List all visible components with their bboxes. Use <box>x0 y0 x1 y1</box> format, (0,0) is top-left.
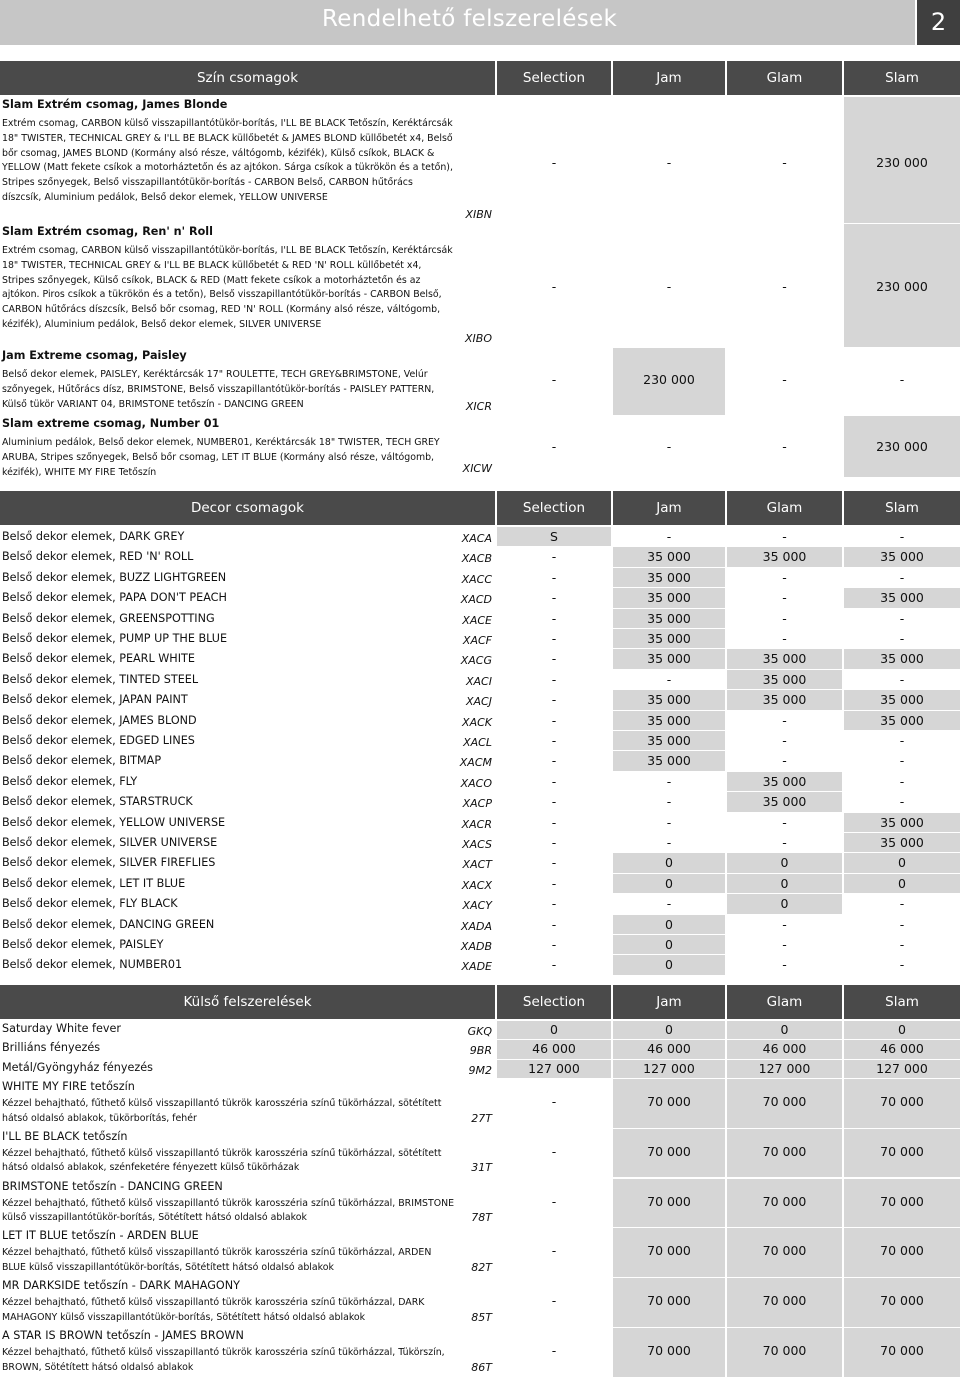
price-cell-glam: 0 <box>780 896 789 912</box>
price-cell-slam: 35 000 <box>880 590 924 606</box>
price-cell-glam: 127 000 <box>758 1060 811 1076</box>
price-cell-selection: - <box>551 753 557 769</box>
price-cell-slam: 70 000 <box>880 1193 924 1209</box>
price-cell-glam: - <box>782 569 787 585</box>
price-cell-jam: - <box>666 279 672 294</box>
page-title: Rendelhető felszerelések <box>322 6 618 32</box>
decor-name: Belső dekor elemek, PAISLEY <box>2 938 164 951</box>
price-cell-jam: 35 000 <box>647 651 691 667</box>
szin-csomagok-heading: Szín csomagok <box>196 70 299 86</box>
roof-color-title: BRIMSTONE tetőszín - DANCING GREEN <box>2 1179 223 1193</box>
price-cell-glam: - <box>782 155 787 170</box>
price-cell-glam: 46 000 <box>762 1041 807 1057</box>
decor-csomagok-header <box>0 491 960 525</box>
decor-name: Belső dekor elemek, NUMBER01 <box>2 958 183 972</box>
package-code: XIBO <box>465 332 492 345</box>
roof-color-code: 82T <box>471 1261 492 1275</box>
column-header-jam: Jam <box>656 500 682 516</box>
decor-row <box>0 731 960 751</box>
roof-color-title: LET IT BLUE tetőszín - ARDEN BLUE <box>2 1229 199 1243</box>
price-cell-slam: - <box>899 916 905 932</box>
decor-code: XACX <box>461 878 492 892</box>
decor-name: Belső dekor elemek, GREENSPOTTING <box>2 611 215 625</box>
price-cell-selection: 46 000 <box>532 1041 576 1057</box>
price-cell-glam: 35 000 <box>762 692 807 708</box>
package-row <box>0 348 960 416</box>
roof-color-code: 27T <box>471 1111 492 1125</box>
price-cell-slam: - <box>899 569 905 585</box>
price-cell-glam: 35 000 <box>762 794 807 810</box>
price-cell-slam: 70 000 <box>880 1143 924 1159</box>
price-cell-glam: - <box>782 279 787 294</box>
price-cell-glam: 0 <box>780 855 789 871</box>
price-cell-slam: - <box>899 671 905 687</box>
decor-row <box>0 690 960 710</box>
decor-row <box>0 813 960 833</box>
price-cell-selection: - <box>551 279 557 294</box>
price-cell-jam: 230 000 <box>643 372 695 387</box>
price-cell-glam: 0 <box>780 875 789 891</box>
price-cell-selection: - <box>551 957 557 973</box>
decor-row <box>0 894 960 914</box>
decor-name: Belső dekor elemek, JAPAN PAINT <box>2 693 188 707</box>
roof-color-title: A STAR IS BROWN tetőszín - JAMES BROWN <box>2 1328 244 1342</box>
decor-row <box>0 670 960 690</box>
price-cell-selection: - <box>551 155 557 170</box>
szin-csomagok-header <box>0 61 960 95</box>
price-cell-jam: 35 000 <box>647 631 691 646</box>
equipment-row <box>0 1040 960 1059</box>
decor-row <box>0 792 960 812</box>
decor-name: Belső dekor elemek, BITMAP <box>2 754 162 768</box>
decor-code: XACE <box>462 613 492 627</box>
price-cell-glam: 70 000 <box>762 1243 807 1259</box>
price-cell-selection: - <box>551 671 557 687</box>
decor-row <box>0 547 960 567</box>
decor-name: Belső dekor elemek, FLY BLACK <box>2 897 178 911</box>
price-cell-slam: - <box>899 733 905 748</box>
package-title: Jam Extreme csomag, Paisley <box>2 349 187 362</box>
price-cell-slam: 35 000 <box>880 549 924 565</box>
column-header-glam: Glam <box>766 70 803 86</box>
package-row <box>0 416 960 478</box>
price-cell-selection: - <box>551 1243 557 1259</box>
decor-row <box>0 874 960 894</box>
decor-name: Belső dekor elemek, FLY <box>2 774 138 788</box>
decor-name: Belső dekor elemek, PUMP UP THE BLUE <box>2 632 228 645</box>
equipment-row <box>0 1021 960 1040</box>
price-cell-jam: 0 <box>665 855 673 871</box>
decor-code: XADE <box>461 960 492 974</box>
price-cell-glam: 70 000 <box>762 1293 807 1309</box>
page-number: 2 <box>917 0 960 45</box>
package-description: Belső dekor elemek, PAISLEY, Keréktárcsák 17" ROULETTE, TECH GREY&BRIMSTONE, Velúr szőnyegek, Hűtőrács dísz, BRIMSTONE, Belső visszapillantótükör-borítás - PAISLEY PATTERN, Külső tükör VARIANT 04, BRIMSTONE tetőszín - DANCING GREEN <box>2 369 435 410</box>
price-cell-glam: - <box>782 712 787 728</box>
roof-color-row <box>0 1278 960 1328</box>
equipment-name: Saturday White fever <box>2 1022 121 1035</box>
price-cell-selection: - <box>551 773 557 789</box>
decor-name: Belső dekor elemek, YELLOW UNIVERSE <box>2 815 226 829</box>
price-cell-jam: - <box>666 439 672 454</box>
price-cell-glam: 35 000 <box>762 549 807 565</box>
price-cell-jam: 70 000 <box>647 1093 691 1109</box>
price-cell-jam: 0 <box>665 937 673 952</box>
decor-code: XADA <box>460 919 492 933</box>
price-cell-selection: 0 <box>550 1022 558 1037</box>
price-cell-glam: 0 <box>780 1022 789 1037</box>
price-cell-jam: 0 <box>665 875 673 891</box>
package-title: Slam Extrém csomag, James Blonde <box>2 98 228 111</box>
price-cell-selection: - <box>551 896 557 912</box>
column-header-slam: Slam <box>885 994 919 1010</box>
price-cell-jam: 0 <box>665 916 673 932</box>
price-cell-glam: - <box>782 733 787 748</box>
price-cell-selection: - <box>551 549 557 565</box>
price-cell-jam: - <box>666 671 672 687</box>
roof-color-row <box>0 1079 960 1129</box>
roof-color-row <box>0 1228 960 1278</box>
roof-color-description: Kézzel behajtható, fűthető külső visszapillantó tükrök karosszéria színű tükörházzal, Tükörszín, BROWN, Sötétített hátsó oldalsó ablakok <box>2 1346 445 1373</box>
price-cell-slam: 35 000 <box>880 712 924 728</box>
decor-code: XACG <box>460 654 492 668</box>
price-cell-slam: 70 000 <box>880 1243 924 1259</box>
price-cell-glam: - <box>782 372 787 387</box>
price-cell-glam: - <box>782 631 787 646</box>
column-header-jam: Jam <box>656 994 682 1010</box>
price-cell-glam: - <box>782 590 787 606</box>
price-cell-slam: 70 000 <box>880 1293 924 1309</box>
kulso-felszerelesek-header <box>0 985 960 1019</box>
decor-name: Belső dekor elemek, LET IT BLUE <box>2 876 186 890</box>
package-description: Extrém csomag, CARBON külső visszapillantótükör-borítás, I'LL BE BLACK Tetőszín, Keréktárcsák 18" TWISTER, TECHNICAL GREY & I'LL BE BLACK küllőbetét & JAMES BLOND küllőbetét x4, Belső bőr csomag, JAMES BLOND (Kormány alsó része, váltógomb, kézifék), Külső csíkok, BLACK & YELLOW (Matt fekete csíkok a motorháztetőn és az ajtókon. Sárga csíkok a tükrökön és a tetőn), Stripes szőnyegek, Belső visszapillantótükör-borítás - CARBON Belső, CARBON hűtőrács díszcsík, Aluminium pedálok, Belső dekor elemek, YELLOW UNIVERSE <box>2 118 453 203</box>
price-cell-selection: - <box>551 1293 557 1309</box>
package-code: XIBN <box>465 208 492 221</box>
decor-code: XACI <box>466 674 492 688</box>
title-bar <box>0 0 960 45</box>
price-cell-jam: 35 000 <box>647 569 691 585</box>
price-cell-glam: - <box>782 835 787 850</box>
price-cell-selection: - <box>551 835 557 850</box>
decor-name: Belső dekor elemek, JAMES BLOND <box>2 713 197 727</box>
roof-color-title: MR DARKSIDE tetőszín - DARK MAHAGONY <box>2 1279 240 1293</box>
decor-code: XACO <box>460 776 492 790</box>
price-cell-selection: - <box>551 712 557 728</box>
roof-color-title: WHITE MY FIRE tetőszín <box>2 1079 135 1093</box>
decor-code: XADB <box>460 940 492 953</box>
roof-color-code: 86T <box>471 1360 492 1374</box>
price-cell-selection: - <box>551 569 557 585</box>
package-title: Slam extreme csomag, Number 01 <box>2 417 220 430</box>
price-cell-glam: 70 000 <box>762 1093 807 1109</box>
decor-row <box>0 609 960 629</box>
price-cell-jam: 46 000 <box>647 1041 691 1057</box>
price-cell-jam: - <box>666 794 672 810</box>
price-cell-selection: - <box>551 916 557 932</box>
decor-row <box>0 853 960 873</box>
roof-color-code: 31T <box>471 1161 492 1175</box>
column-header-glam: Glam <box>766 994 803 1010</box>
package-code: XICR <box>465 400 492 413</box>
price-cell-glam: 35 000 <box>762 651 807 667</box>
price-cell-jam: 35 000 <box>647 549 691 565</box>
price-cell-jam: - <box>666 773 672 789</box>
column-header-glam: Glam <box>766 500 803 516</box>
equipment-name: Metál/Gyöngyház fényezés <box>2 1060 153 1074</box>
price-cell-slam: - <box>899 773 905 789</box>
decor-name: Belső dekor elemek, BUZZ LIGHTGREEN <box>2 570 227 584</box>
price-cell-glam: - <box>782 814 787 830</box>
roof-color-description: Kézzel behajtható, fűthető külső visszapillantó tükrök karosszéria színű tükörházzal, ARDEN BLUE külső visszapillantótükör-borítás, Sötétített hátsó oldalsó ablakok <box>2 1247 432 1274</box>
decor-code: XACT <box>462 858 492 872</box>
package-title: Slam Extrém csomag, Ren' n' Roll <box>2 225 213 238</box>
price-cell-jam: - <box>666 896 672 912</box>
roof-color-code: 78T <box>471 1211 492 1225</box>
equipment-row <box>0 1060 960 1079</box>
price-cell-glam: - <box>782 957 787 973</box>
decor-name: Belső dekor elemek, DARK GREY <box>2 530 185 543</box>
decor-row <box>0 955 960 975</box>
price-cell-slam: - <box>899 610 905 626</box>
price-cell-jam: 35 000 <box>647 590 691 606</box>
price-cell-selection: - <box>551 1143 557 1159</box>
package-description: Aluminium pedálok, Belső dekor elemek, NUMBER01, Keréktárcsák 18" TWISTER, TECH GREY ARUBA, Stripes szőnyegek, Belső bőr csomag, LET IT BLUE (Kormány alsó része, váltógomb, kézifék), WHITE MY FIRE Tetőszín <box>2 437 440 478</box>
price-cell-jam: 0 <box>665 957 673 973</box>
equipment-code: 9BR <box>469 1044 492 1058</box>
roof-color-description: Kézzel behajtható, fűthető külső visszapillantó tükrök karosszéria színű tükörházzal, sötétített hátsó oldalsó ablakok, szénfeketére fényezett külső tükörházak <box>2 1147 442 1174</box>
column-header-jam: Jam <box>656 70 682 86</box>
decor-row <box>0 751 960 771</box>
price-cell-jam: 0 <box>665 1022 673 1037</box>
price-cell-slam: 70 000 <box>880 1093 924 1109</box>
price-cell-selection: - <box>551 692 557 708</box>
roof-color-description: Kézzel behajtható, fűthető külső visszapillantó tükrök karosszéria színű tükörházzal, BRIMSTONE külső visszapillantótükör-borítás, Sötétített hátsó oldalsó ablakok <box>2 1197 455 1224</box>
decor-row <box>0 915 960 935</box>
decor-code: XACM <box>459 756 492 770</box>
price-cell-glam: - <box>782 439 787 454</box>
price-cell-slam: - <box>899 753 905 769</box>
price-cell-selection: 127 000 <box>528 1060 580 1076</box>
price-cell-selection: - <box>551 937 557 952</box>
decor-code: XACB <box>461 552 492 566</box>
column-header-slam: Slam <box>885 500 919 516</box>
price-cell-slam: - <box>899 957 905 973</box>
price-cell-jam: 35 000 <box>647 753 691 769</box>
kulso-felszerelesek-heading: Külső felszerelések <box>183 994 312 1010</box>
price-cell-selection: - <box>551 631 557 646</box>
price-cell-glam: 35 000 <box>762 773 807 789</box>
price-cell-slam: 230 000 <box>876 279 928 294</box>
price-cell-selection: - <box>551 590 557 606</box>
decor-code: XACA <box>461 532 492 545</box>
decor-name: Belső dekor elemek, DANCING GREEN <box>2 917 215 931</box>
price-cell-glam: 70 000 <box>762 1193 807 1209</box>
decor-row <box>0 629 960 649</box>
decor-code: XACS <box>462 838 492 851</box>
decor-name: Belső dekor elemek, PEARL WHITE <box>2 652 195 666</box>
price-cell-jam: - <box>666 814 672 830</box>
roof-color-description: Kézzel behajtható, fűthető külső visszapillantó tükrök karosszéria színű tükörházzal, DARK MAHAGONY külső visszapillantótükör-borítás, Sötétített hátsó oldalsó ablakok <box>2 1297 425 1323</box>
column-header-selection: Selection <box>522 500 586 516</box>
decor-row <box>0 568 960 588</box>
equipment-name: Brilliáns fényezés <box>2 1041 101 1055</box>
price-cell-jam: 127 000 <box>643 1060 695 1076</box>
roof-color-row <box>0 1129 960 1179</box>
price-cell-glam: - <box>782 610 787 626</box>
price-cell-slam: 0 <box>898 855 906 871</box>
equipment-code: 9M2 <box>468 1063 492 1077</box>
price-cell-slam: 0 <box>898 1022 906 1037</box>
price-cell-jam: 70 000 <box>647 1143 691 1159</box>
decor-name: Belső dekor elemek, PAPA DON'T PEACH <box>2 591 227 605</box>
roof-color-code: 85T <box>471 1310 492 1324</box>
price-cell-slam: 70 000 <box>880 1342 924 1358</box>
roof-color-description: Kézzel behajtható, fűthető külső visszapillantó tükrök karosszéria színű tükörházzal, sötétített hátsó oldalsó ablakok, tükörborítás, fehér <box>2 1097 442 1124</box>
price-cell-glam: 35 000 <box>762 671 807 687</box>
decor-row <box>0 588 960 608</box>
price-cell-slam: - <box>899 794 905 810</box>
decor-code: XACK <box>462 715 492 729</box>
package-row <box>0 97 960 224</box>
package-row <box>0 224 960 348</box>
price-cell-slam: 46 000 <box>880 1041 924 1057</box>
decor-name: Belső dekor elemek, TINTED STEEL <box>2 672 199 686</box>
decor-row <box>0 649 960 669</box>
decor-row <box>0 935 960 955</box>
price-cell-jam: 70 000 <box>647 1342 691 1358</box>
price-cell-slam: - <box>899 937 905 952</box>
decor-name: Belső dekor elemek, SILVER UNIVERSE <box>2 836 218 849</box>
price-cell-jam: - <box>666 155 672 170</box>
price-cell-selection: - <box>551 814 557 830</box>
price-cell-slam: 35 000 <box>880 814 924 830</box>
price-cell-jam: 35 000 <box>647 712 691 728</box>
decor-name: Belső dekor elemek, STARSTRUCK <box>2 795 193 809</box>
price-cell-slam: - <box>899 372 905 387</box>
price-cell-slam: 127 000 <box>876 1060 928 1076</box>
price-cell-selection: - <box>551 651 557 667</box>
price-cell-selection: - <box>551 372 557 387</box>
decor-code: XACF <box>462 634 492 647</box>
price-cell-selection: - <box>551 610 557 626</box>
decor-code: XACC <box>461 572 492 586</box>
decor-row <box>0 527 960 547</box>
column-header-selection: Selection <box>522 994 586 1010</box>
price-cell-slam: 230 000 <box>876 155 928 170</box>
decor-row <box>0 711 960 731</box>
price-cell-jam: 70 000 <box>647 1293 691 1309</box>
price-cell-selection: - <box>551 439 557 454</box>
package-code: XICW <box>462 462 492 475</box>
column-header-slam: Slam <box>885 70 919 86</box>
decor-name: Belső dekor elemek, SILVER FIREFLIES <box>2 856 216 870</box>
decor-row <box>0 833 960 853</box>
price-cell-jam: 35 000 <box>647 610 691 626</box>
price-cell-slam: - <box>899 896 905 912</box>
price-cell-jam: 35 000 <box>647 692 691 708</box>
price-cell-slam: - <box>899 529 905 544</box>
decor-code: XACJ <box>466 695 492 709</box>
price-cell-selection: - <box>551 855 557 871</box>
price-cell-selection: - <box>551 1193 557 1209</box>
decor-code: XACY <box>462 899 492 913</box>
price-cell-selection: - <box>551 875 557 891</box>
price-cell-jam: - <box>666 529 672 544</box>
price-cell-slam: 35 000 <box>880 835 924 850</box>
decor-name: Belső dekor elemek, EDGED LINES <box>2 734 195 747</box>
price-cell-slam: 0 <box>898 875 906 891</box>
decor-code: XACD <box>460 593 492 607</box>
price-cell-slam: 35 000 <box>880 651 924 667</box>
roof-color-row <box>0 1328 960 1377</box>
price-cell-slam: 35 000 <box>880 692 924 708</box>
decor-row <box>0 772 960 792</box>
decor-csomagok-heading: Decor csomagok <box>190 500 304 516</box>
price-cell-glam: - <box>782 937 787 952</box>
roof-color-row <box>0 1179 960 1229</box>
price-cell-glam: - <box>782 529 787 544</box>
price-cell-jam: 70 000 <box>647 1193 691 1209</box>
price-cell-jam: - <box>666 835 672 850</box>
price-cell-glam: - <box>782 753 787 769</box>
decor-name: Belső dekor elemek, RED 'N' ROLL <box>2 550 194 564</box>
price-cell-selection: S <box>550 529 558 544</box>
decor-code: XACL <box>463 736 492 749</box>
price-cell-slam: - <box>899 631 905 646</box>
column-header-selection: Selection <box>522 70 586 86</box>
price-cell-slam: 230 000 <box>876 439 928 454</box>
price-cell-selection: - <box>551 1342 557 1358</box>
price-cell-selection: - <box>551 1093 557 1109</box>
decor-code: XACP <box>462 797 492 811</box>
price-cell-jam: 35 000 <box>647 733 691 748</box>
price-cell-glam: - <box>782 916 787 932</box>
price-cell-selection: - <box>551 794 557 810</box>
price-cell-glam: 70 000 <box>762 1342 807 1358</box>
roof-color-title: I'LL BE BLACK tetőszín <box>2 1129 128 1143</box>
package-description: Extrém csomag, CARBON külső visszapillantótükör-borítás, I'LL BE BLACK Tetőszín, Keréktárcsák 18" TWISTER, TECHNICAL GREY & I'LL BE BLACK küllőbetét & RED 'N' ROLL küllőbetét x4, Stripes szőnyegek, Külső csíkok, BLACK & RED (Matt fekete csíkok a motorháztetőn és az ajtókon. Piros csíkok a tükrökön és a tetőn), Belső visszapillantótükör-borítás - CARBON Belső, CARBON hűtőrács díszcsík, Belső bőr csomag, RED 'N' ROLL (Kormány alsó része, váltógomb, kézifék), Aluminium pedálok, Belső dekor elemek, SILVER UNIVERSE <box>2 245 453 330</box>
decor-code: XACR <box>461 817 492 831</box>
price-cell-jam: 70 000 <box>647 1243 691 1259</box>
equipment-code: GKQ <box>467 1025 492 1038</box>
price-cell-glam: 70 000 <box>762 1143 807 1159</box>
price-cell-selection: - <box>551 733 557 748</box>
